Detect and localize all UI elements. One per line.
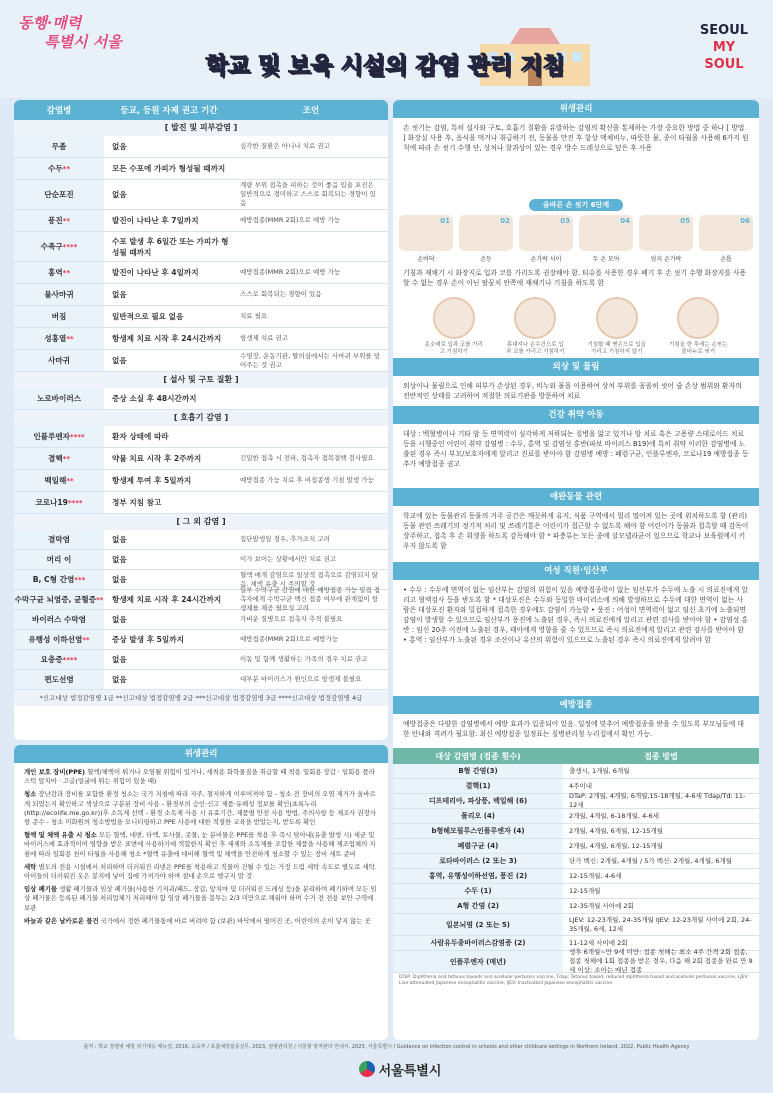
advice: 혈액 매개 감염으로 일상적 접촉으로 감염되지 않음. 체액 유출 시 주의할 것 [240, 570, 378, 588]
table-row [14, 586, 388, 612]
col-disease: 감염병 [46, 106, 72, 116]
disease-name [14, 570, 104, 589]
hygiene-item [24, 768, 378, 786]
table-row [14, 670, 388, 690]
vaccine-schedule: DTaP: 2개월, 4개월, 6개월,15-18개월, 4-6세 Tdap/Td: 11-12세 [569, 792, 746, 809]
vaccine-schedule: 단가 백신: 2개월, 4개월 / 5가 백신: 2개월, 4개월, 6개월 [569, 856, 732, 865]
vaccine-schedule: LJEV: 12-23개월, 24-35개월 IJEV: 12-23개월 사이에 2회, 24-35개월, 6세, 12세 [569, 915, 752, 933]
disease-name [14, 550, 104, 569]
disease-name [14, 590, 104, 609]
advice: 이동 및 함께 생활하는 가족의 경우 치료 권고 [240, 655, 368, 663]
hand-wash-step [519, 215, 573, 263]
disease-label: 수막구균 뇌염증, 균혈증 [14, 595, 97, 604]
exclusion-period: 수포 발생 후 6일간 또는 가피가 형성될 때까지 [112, 236, 229, 257]
hygiene-item [24, 790, 378, 827]
disease-label: 풍진 [48, 216, 63, 225]
step-number: 04 [620, 217, 630, 225]
vaccine-row [393, 869, 759, 884]
vaccine-row [393, 948, 759, 974]
cough-illustration-icon [514, 297, 556, 339]
legal-grade-stars: ** [96, 595, 104, 604]
disease-name [14, 426, 104, 447]
disease-name [14, 470, 104, 491]
vaccine-schedule: 2개월, 4개월, 6-18개월, 4-6세 [569, 811, 659, 820]
cough-illustration-icon [596, 297, 638, 339]
source-line: 출처 : 학교 감염병 예방 위기대응 매뉴얼, 2016, 교육부 / 호흡예방접종실무, 2023, 질병관리청 / 서울형 방역관리 안내서, 2023, 서울특별시 / Guidance on infection control in schools and other childcare settings in Northern Ireland, 2022, Public Health Agency [83, 1044, 690, 1050]
advice: 항생제 치료 권고 [240, 334, 289, 342]
disease-label: 버짐 [51, 312, 67, 321]
vaccine-schedule: 2개월, 4개월, 6개월, 12-15개월 [569, 841, 663, 850]
hygiene-item-text: 생활 폐기물과 임상 폐기물(사용한 기저귀/패드, 장갑, 앞치마 및 더러워진 드레싱 등)을 분리하여 폐기하며 모든 임상 폐기물은 등록된 폐기물 처리업체가 처리해야 함 임상 폐기물을 봉투는 2/3 미만으로 채워야 하며 수거 전 전용 보안 구역에 보관 [24, 885, 377, 912]
wound-title: 외상 및 물림 [393, 358, 759, 376]
table-row [14, 426, 388, 448]
hand-wash-illustration-icon [459, 215, 513, 251]
disease-label: 결핵 [48, 454, 63, 463]
vaccine-target: 로타바이러스 (2 또는 3) [393, 854, 563, 868]
disease-name [14, 610, 104, 629]
col-vaccine-method: 접종 방법 [644, 751, 678, 761]
step-label: 두 손 모아 [592, 256, 620, 263]
pet-section [393, 488, 759, 562]
hygiene-item [24, 917, 378, 926]
seoul-my-soul-logo [697, 22, 751, 72]
exclusion-period: 없음 [112, 615, 127, 624]
cough-text: 기침과 재채기 시 화장지로 입과 코를 가리도록 권장해야 함. 티슈를 사용한 경우 폐기 후 손 씻기 수행 화장지를 사용할 수 없는 경우 손이 아닌 팔꿈치 안쪽에 재채기나 기침을 하도록 함 [403, 269, 747, 287]
legal-grade-stars: ** [66, 476, 74, 485]
disease-label: 성홍열 [44, 334, 67, 343]
vaccine-row [393, 884, 759, 899]
vaccine-target: 결핵(1) [393, 779, 563, 793]
step-number: 02 [500, 217, 510, 225]
vaccine-target: 폐렴구균 (4) [393, 839, 563, 853]
exclusion-period: 없음 [112, 575, 127, 584]
legal-grade-stars: **** [70, 432, 85, 441]
disease-label: 무좀 [51, 142, 67, 151]
exclusion-period: 없음 [112, 675, 127, 684]
exclusion-period: 없음 [112, 190, 127, 199]
disease-name [14, 284, 104, 305]
logo-seoul: SEOUL [699, 23, 749, 38]
hygiene-item [24, 885, 378, 913]
disease-name [14, 492, 104, 513]
advice: 긴밀한 접촉 시 전파, 접촉자 접복결핵 검사필요 [240, 454, 374, 462]
hand-wash-illustration-icon [399, 215, 453, 251]
disease-label: 수두 [48, 164, 63, 173]
legal-grade-stars: **** [62, 242, 78, 251]
disease-label: 유행성 이하선염 [28, 635, 83, 644]
advice: 예방접종 가능 치료 후 비접종생 기침 발생 가능 [240, 476, 374, 484]
disease-name [14, 306, 104, 327]
table-row [14, 610, 388, 630]
right-column [393, 100, 759, 1040]
disease-name [14, 158, 104, 179]
exclusion-period: 정부 지침 참고 [112, 498, 162, 507]
vaccine-table-body [393, 764, 759, 973]
vaccine-abbreviations: DTaP: Diphtheria and tetanus toxoids and acellular pertussis vaccine, Tdap: Tetanus toxoid, reduced diphtheria toxoid and acellular pertussis vaccine, LJEV: Live attenuated Japanese encephalitis vaccine, IJEV: Inactivated Japanese encephalitis vaccine [399, 975, 749, 986]
table-row [14, 388, 388, 410]
vaccine-schedule: 11-12세 사이에 2회 [569, 938, 628, 947]
exclusion-table [14, 100, 388, 740]
disease-label: 바이러스 수막염 [32, 615, 86, 624]
legal-grade-stars: ** [82, 635, 90, 644]
section-header: [ 발진 및 피부감염 ] [14, 120, 388, 136]
section-header: [ 호흡기 감염 ] [14, 410, 388, 426]
hand-wash-step [699, 215, 753, 263]
disease-name [14, 530, 104, 549]
step-label: 손바닥 [417, 256, 435, 263]
hygiene-item [24, 831, 378, 859]
disease-label: 편도선염 [44, 675, 74, 684]
exclusion-period: 없음 [112, 535, 127, 544]
hygiene-item-text: 별도의 전용 시설에서 처리하며 더러워진 리넨은 PPE를 착용하고 직물이 건될 수 있는 가정 드럼 세탁 속도로 별도로 세탁. 아이들의 더러워진 옷은 봉지에 넣어 집에 가져가야 하며 절대 손으로 행구지 말 것 [24, 862, 377, 881]
cough-etiquette-illustrations [393, 295, 759, 358]
hygiene-text: 손 씻기는 감염, 특히 설사와 구토, 호흡기 질환을 유발하는 감염의 확산을 통제하는 가장 중요한 방법 중 하나 [ 방법 ] 화장실 사용 후, 음식을 먹거나 취급하기 전, 동물을 만진 후 항상 액체비누, 따뜻한 물, 종이 타월을 사용해 6가지 원칙에 따라 손 씻기 수행 단, 상처나 찰과상이 있는 경우 방수 드레싱으로 덮은 후 사용 [403, 124, 749, 152]
vaccine-target: 디프테리아, 파상풍, 백일해 (6) [393, 794, 563, 808]
vaccine-row [393, 824, 759, 839]
disease-name [14, 136, 104, 157]
hand-wash-step [579, 215, 633, 263]
vaccine-target: 홍역, 유행성이하선염, 풍진 (2) [393, 869, 563, 883]
vaccine-row [393, 764, 759, 779]
table-row [14, 328, 388, 350]
col-advice: 조언 [302, 106, 320, 116]
vaccine-schedule: 12-15개월 [569, 886, 601, 895]
left-hygiene-body [14, 763, 388, 935]
disease-name [14, 180, 104, 209]
hand-wash-steps [393, 215, 759, 263]
disease-name [14, 650, 104, 669]
disease-name [14, 350, 104, 371]
hygiene-item-heading: 혈액 및 체액 유출 시 청소 [24, 831, 97, 840]
table-row [14, 530, 388, 550]
left-hygiene-section [14, 745, 388, 1040]
cough-etiquette-item [587, 297, 647, 356]
step-label: 손등 [480, 256, 492, 263]
pet-title: 애완동물 관련 [393, 488, 759, 506]
col-period: 등교, 등원 자제 권고 기간 [120, 106, 218, 116]
cough-etiquette-item [668, 297, 728, 356]
cough-etiquette-item [505, 297, 565, 356]
exclusion-period: 발진이 나타난 후 4일까지 [112, 268, 199, 277]
disease-label: 결막염 [47, 535, 70, 544]
advice: 수영장, 운동기관, 탈의실에서는 사마귀 부위를 덮어주는 것 권고 [240, 351, 381, 369]
slogan-line-1: 동행·매력 [18, 14, 82, 32]
table-row [14, 210, 388, 232]
vaccine-row [393, 914, 759, 936]
exclusion-period: 모든 수포에 가피가 형성될 때까지 [112, 164, 226, 173]
vaccine-target: 일본뇌염 (2 또는 5) [393, 914, 563, 935]
vaccine-target: A형 간염 (2) [393, 899, 563, 913]
hand-wash-step [459, 215, 513, 263]
legal-grade-stars: *** [74, 575, 86, 584]
slogan-line-2: 특별시 서울 [44, 33, 122, 51]
exclusion-period: 증상 발생 후 5일까지 [112, 635, 184, 644]
hygiene-title: 위생관리 [393, 100, 759, 118]
page-title [150, 46, 620, 86]
step-number: 03 [560, 217, 570, 225]
table-row [14, 350, 388, 372]
exclusion-period: 항생제 치료 시작 후 24시간까지 [112, 595, 222, 604]
cough-illustration-icon [677, 297, 719, 339]
col-vaccine-target: 대상 감염병 (접종 횟수) [435, 751, 521, 761]
vaccine-schedule: 12-35개월 사이에 2회 [569, 901, 634, 910]
exclusion-period: 없음 [112, 142, 127, 151]
vaccine-schedule: 출생시, 1개월, 6개월 [569, 766, 630, 775]
wound-text: 외상이나 물림으로 인해 피부가 손상된 경우, 비누와 물을 이용하여 상처 부위를 꼼꼼히 씻어 줌 손상 범위와 환자의 전반적인 상태를 고려하여 적절한 의료기관을 방문하여 치료 [403, 382, 742, 400]
disease-name [14, 210, 104, 231]
hygiene-item-heading: 청소 [24, 790, 37, 799]
hygiene-item-text: 장난감과 장비를 포함한 환경 청소는 국가 지침에 따라 자주, 철저하게 이루어져야 함 - 청소 전 장비의 오염 제거가 올바르게 되었는지 확인하고 색상으로 구분된 장비 사용 - 환경부의 승인·신고 제품·유해성 정보를 확인(초록누리(http://ecolife.me.go.kr))후 소독제 선택 - 환경 소독제 사용 시 유효기간, 제품별 안전 사용 방법, 주의사항 등 제조사 권장사항 준수 - 청소 미화원의 청소방법을 모니터링하고 PPE 사용에 대한 적절한 교육을 받았는지, 받도록 확인 [24, 790, 377, 827]
table-row [14, 284, 388, 306]
vaccine-schedule: 12-15개월, 4-6세 [569, 871, 622, 880]
exclusion-period: 약물 치료 시작 후 2주까지 [112, 454, 202, 463]
disease-label: 요충증 [40, 655, 63, 664]
advice: 스스로 회복되는 경향이 있음 [240, 290, 322, 298]
disease-label: 머리 이 [46, 555, 72, 564]
table-row [14, 470, 388, 492]
advice: 예방접종(MMR 2회)으로 예방 가능 [240, 268, 341, 276]
pet-text: 학교에 있는 동물관리 동물의 거주 공간은 깨끗하게 유지, 식품 구역에서 멀리 떨어져 있는 곳에 위치하도록 함 (관리) 동물 관련 쓰레기의 정기적 처리 및 쓰레기통은 어린이가 접근할 수 없도록 해야 함 어린이가 동물과 접촉할 때 감독이 상주하고, 접촉 후 손 위생을 하도록 감독해야 함 * 파충류는 모든 종에 살모넬라균이 있으므로 학교나 보육원에서 키우지 않도록 함 [403, 512, 749, 550]
logo-my-soul: MY SOUL [704, 40, 744, 72]
legal-grade-stars: **** [67, 498, 83, 507]
pregnant-title: 여성 직원·임산부 [393, 562, 759, 580]
advice: 치료 필요 [240, 312, 268, 320]
legal-grade-stars: ** [62, 454, 70, 463]
disease-name [14, 670, 104, 689]
seoul-symbol-icon [359, 1061, 375, 1077]
exclusion-period: 증상 소실 후 48시간까지 [112, 394, 197, 403]
vaccine-target: 수두 (1) [393, 884, 563, 898]
cough-caption: 기침할 때 맨손으로 입을 가리고 기침하지 않기 [587, 342, 646, 355]
table-row [14, 306, 388, 328]
disease-label: 코로나19 [35, 498, 68, 507]
title-main: 학교 및 보육 시설의 [205, 53, 416, 79]
disease-label: 수족구 [40, 242, 63, 251]
table-row [14, 448, 388, 470]
legal-grade-stars: ** [62, 164, 70, 173]
hand-wash-step [399, 215, 453, 263]
hygiene-item-heading: 임상 폐기물 [24, 885, 58, 894]
exclusion-period: 항생제 치료 시작 후 24시간까지 [112, 334, 222, 343]
disease-label: 노로바이러스 [36, 394, 81, 403]
disease-name [14, 630, 104, 649]
advice: 계량 부위 접촉을 피하는 것이 좋음 입술 포진은 일반적으로 경미하고 스스로 회복되는 경향이 있음 [240, 181, 376, 207]
section-header: [ 그 외 감염 ] [14, 514, 388, 530]
left-hygiene-title: 위생관리 [14, 745, 388, 763]
disease-label: 홍역 [48, 268, 63, 277]
disease-label: 백일해 [44, 476, 67, 485]
vaccine-target: B형 간염(3) [393, 764, 563, 778]
disease-name [14, 448, 104, 469]
pregnant-section [393, 562, 759, 696]
vaccine-target: 사람유두종바이러스감염증 (2) [393, 936, 563, 950]
vaccine-title: 예방접종 [393, 696, 759, 714]
table-row [14, 136, 388, 158]
disease-label: 물사마귀 [44, 290, 74, 299]
cough-illustration-icon [433, 297, 475, 339]
hand-hygiene-section [393, 100, 759, 358]
wound-section [393, 358, 759, 406]
table-row [14, 630, 388, 650]
step-label: 손가락 사이 [530, 256, 562, 263]
legal-grade-stars: **** [62, 655, 78, 664]
disease-label: B, C형 간염 [32, 575, 75, 584]
hand-wash-illustration-icon [639, 215, 693, 251]
disease-name [14, 328, 104, 349]
hygiene-item-heading: 세탁 [24, 862, 37, 871]
table-body [14, 120, 388, 690]
vaccine-target: 폴리오 (4) [393, 809, 563, 823]
vaccination-section [393, 696, 759, 987]
table-row [14, 180, 388, 210]
exclusion-period: 없음 [112, 555, 127, 564]
vaccine-row [393, 794, 759, 809]
disease-label: 단순포진 [44, 190, 74, 199]
header [0, 0, 773, 98]
legal-grade-stars: ** [62, 216, 70, 225]
exclusion-period: 항생제 투여 후 5일까지 [112, 476, 192, 485]
section-header: [ 설사 및 구토 질환 ] [14, 372, 388, 388]
step-number: 01 [440, 217, 450, 225]
vaccine-schedule: 생후 6개월~만 9세 미만: 접종 첫해는 최소 4주 간격 2회 접종, 접종 첫해에 1회 접종을 받은 경우, 다음 해 2회 접종을 완료 만 9세 이상: 소아는 매년 접종 [569, 948, 753, 974]
hygiene-item-text: 혈액/체액이 튀거나 오염될 위험이 있거나, 세척용 화학물질을 취급할 때 착용 일회용 장갑 · 일회용 플라스틱 앞치마 · 고글(얼굴에 튀는 위험이 있을 때) [24, 768, 375, 786]
exclusion-period: 환자 상태에 따라 [112, 432, 169, 441]
disease-name [14, 388, 104, 409]
advice: 가벼운 질병으로 접촉자 추적 불필요 [240, 615, 343, 623]
vulnerable-text: 대상 : 백혈병이나 기타 암 등 면역력이 심각하게 저하되는 질병을 앓고 있거나 암 치료 혹은 고용량 스테로이드 치료 등을 시행중인 어린이 취약 감염병 : 수두, 홍역 및 감염성 홍반(파보 바이러스 B19)에 특히 취약 이러한 감염병에 노출된 경우 즉시 부모/보호자에게 알리고 진료를 받아야 함 감염병 예방 : 폐렴구균, 인플루엔자, 코로나19 예방접종 등 추가 예방접종 권고 [403, 430, 749, 468]
cough-etiquette-item [424, 297, 484, 356]
advice: 예방접종(MMR 2회)으로 예방가능 [240, 635, 339, 643]
hygiene-item-heading: 바늘과 같은 날카로운 물건 [24, 916, 99, 925]
cough-caption: 휴대지나 손수건으로 입과 코를 가리고 기침하기 [506, 342, 565, 355]
advice: 일부 수막구균 감염에 대한 예방접종 가능 밀접 접촉자에게 수막구균 백신 접종 여부에 관계없이 항생제를 제공 필요성 고려 [240, 586, 381, 612]
disease-name [14, 232, 104, 261]
cough-caption: 옷소매로 입과 코를 가리고 기침하기 [424, 342, 483, 355]
exclusion-period: 없음 [112, 655, 127, 664]
vaccine-target: 인플루엔자 (매년) [393, 951, 563, 972]
disease-label: 인플루엔자 [33, 432, 71, 441]
legal-grade-stars: ** [62, 268, 70, 277]
vaccine-row [393, 809, 759, 824]
hand-wash-illustration-icon [699, 215, 753, 251]
advice: 예방접종(MMR 2회)으로 예방 가능 [240, 216, 341, 224]
table-row [14, 158, 388, 180]
legal-grade-stars: ** [66, 334, 74, 343]
step-label: 엄지 손가락 [650, 256, 682, 263]
disease-label: 사마귀 [47, 356, 70, 365]
table-row [14, 550, 388, 570]
vaccine-row [393, 854, 759, 869]
advice: 이가 보이는 상황에서만 치료 권고 [240, 555, 337, 563]
seoul-slogan-logo [18, 14, 128, 62]
advice: 집단발생일 경우, 추가조치 고려 [240, 535, 330, 543]
disease-name [14, 262, 104, 283]
cough-caption: 기침을 한 후에는 손씻는 물비누로 씻기 [669, 342, 728, 355]
step-label: 손톱 [720, 256, 732, 263]
vulnerable-children-section [393, 406, 759, 488]
table-row [14, 492, 388, 514]
table-row [14, 650, 388, 670]
advice: 심각한 질환은 아니나 치료 권고 [240, 142, 330, 150]
hygiene-item-heading: 개인 보호 장비(PPE) [24, 768, 86, 776]
hand-wash-illustration-icon [579, 215, 633, 251]
advice: 대부분 바이러스가 원인으로 항생제 불필요 [240, 675, 362, 683]
vaccine-schedule: 2개월, 4개월, 6개월, 12-15개월 [569, 826, 663, 835]
vaccine-schedule: 4주이내 [569, 781, 592, 790]
exclusion-period: 발진이 나타난 후 7일까지 [112, 216, 199, 225]
step-number: 06 [740, 217, 750, 225]
exclusion-period: 일반적으로 필요 없음 [112, 312, 184, 321]
vaccine-text: 예방접종은 다양한 감염병에서 예방 효과가 입증되어 있음. 일정에 맞추어 예방접종을 받을 수 있도록 부모님들에 대한 안내와 격려가 필요함. 최신 예방접종 일정표는 질병관리청 누리집에서 확인 가능. [403, 720, 744, 738]
org-name: 서울특별시 [378, 1063, 442, 1079]
table-row [14, 232, 388, 262]
step-number: 05 [680, 217, 690, 225]
table-footnote: *신고대상 법정감염병 1급 **신고대상 법정감염병 2급 ***신고대상 법정감염병 3급 ****신고대상 법정감염병 4급 [14, 690, 388, 706]
seoul-city-logo [340, 1058, 460, 1080]
hygiene-item-text: 모든 혈액, 대변, 타액, 토사물, 콧물, 눈 분비물은 PPE를 착용 후 즉시 닦아내(유출 발생 시) 세균 및 바이러스에 효과적이며 영향을 받은 표면에 사용하기에 적합한지 확인 후 세제와 소독제를 조합한 제품을 사용해 제조업체의 지침에 따라 일회용 천이 타월을 사용해 청소 *혈액 유출에 대비해 혈액 및 체액을 안전하게 청소할 수 있는 장비 세트 준비 [24, 831, 376, 858]
vulnerable-title: 건강 취약 아동 [393, 406, 759, 424]
vaccine-row [393, 839, 759, 854]
vaccine-table-header [393, 748, 759, 764]
table-header [14, 100, 388, 120]
hand-wash-step [639, 215, 693, 263]
hygiene-item-text: 국가에서 정한 폐기물통에 바로 버려야 함 (보관) 바닥에서 떨어진 곳, 어린이의 손이 닿지 않는 곳 [100, 916, 371, 925]
hand-wash-steps-pill: 올바른 손 씻기 6단계 [529, 199, 623, 211]
title-highlight: 감염 관리 지침 [415, 53, 565, 79]
vaccine-target: b형헤모필루스인플루엔자 (4) [393, 824, 563, 838]
exclusion-period: 없음 [112, 290, 127, 299]
hygiene-item [24, 863, 378, 881]
pregnant-text: • 수두 : 수두에 면역이 없는 임산부는 감염의 위험이 있음 예방접종력이 없는 임산부가 수두에 노출 시 의료진에게 알리고 혈액검사 등을 받도록 함 * 대상포진은 수두와 동일한 바이러스에 의해 발생하므로 수두에 대한 면역이 없는 사람은 대상포진 환자와 밀접하게 접촉한 경우에도 감염이 가능함 • 풍진 : 어성이 면역력이 없고 임신 초기에 노출되면 감염이 발생할 수 있으므로 임산부가 풍진에 노출된 경우, 즉시 의료진에게 알리고 관련 검사를 받아야 함 • 감염성 홍반 : 임신 20주 이전에 노출된 경우, 태아에게 영향을 줄 수 있으므로 즉시 의료진에게 알리고 관련 검사를 받아야 함 • 홍역 : 임산부가 노출된 경우 조산이나 유산의 위험이 있으므로 노출된 경우 즉시 의료진에게 알려야 함 [403, 586, 749, 644]
exclusion-period: 없음 [112, 356, 127, 365]
hand-wash-illustration-icon [519, 215, 573, 251]
table-row [14, 262, 388, 284]
